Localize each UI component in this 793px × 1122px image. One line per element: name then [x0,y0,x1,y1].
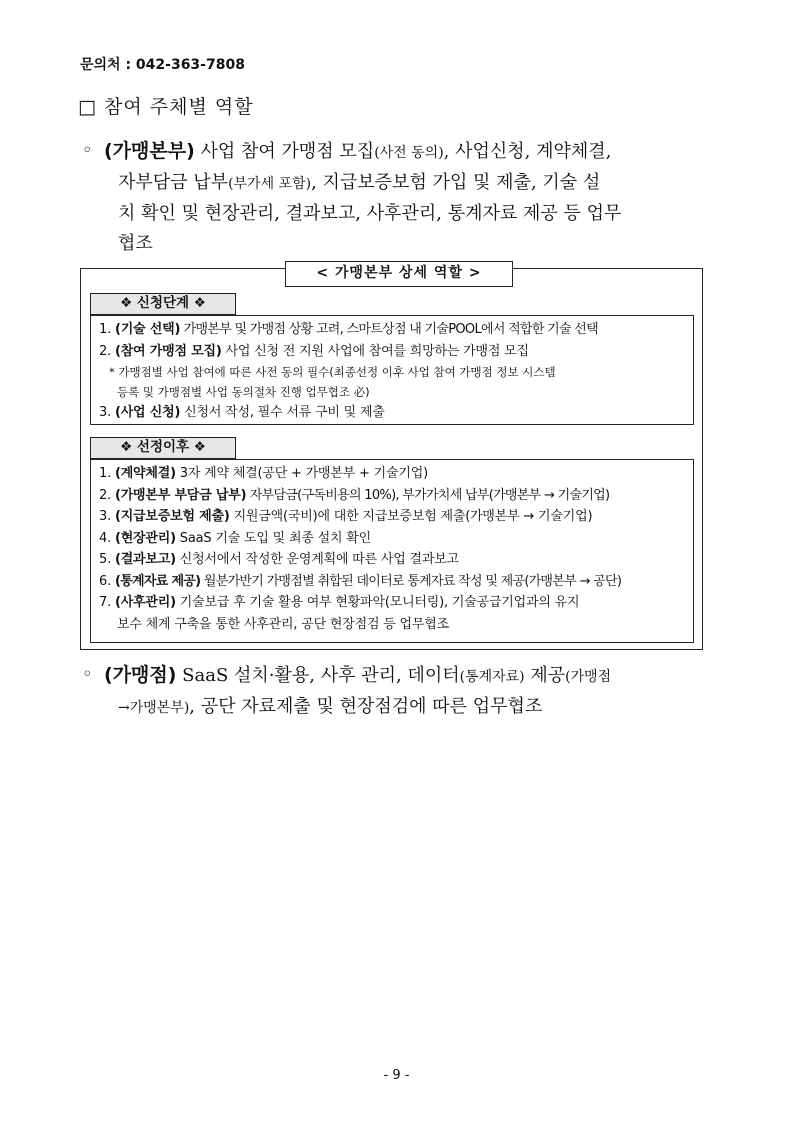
item-heading: (통계자료 제공) [114,573,201,589]
list-item-continuation: 보수 체계 구축을 통한 사후관리, 공단 현장점검 등 업무협조 [117,616,449,632]
para1-line4: 협조 [118,233,153,254]
bullet-icon: ◦ [82,140,93,161]
stage-application-box [90,315,694,425]
list-item [99,485,693,507]
para1-line2a: 자부담금 납부 [118,172,229,193]
franchisee-role-paragraph [82,660,744,723]
item-heading: (가맹본부 부담금 납부) [114,487,247,503]
item-number: 5. [99,552,112,567]
para1-line2b: , 지급보증보험 가입 및 제출, 기술 설 [311,172,601,193]
para2-text2: 제공 [524,665,566,686]
item-number: 6. [99,573,112,589]
para1-text1: 사업 참여 가맹점 모집 [194,141,375,162]
note-line1: * 가맹점별 사업 참여에 따른 사전 동의 필수(최종선정 이후 사업 참여 가맹점 정보 시스템 [109,365,556,379]
item-text: 월분가반기 가맹점별 취합된 데이터로 통계자료 작성 및 제공(가맹본부 → 공단) [200,573,622,589]
para1-line2 [104,168,724,199]
item-heading: (기술 선택) [114,322,181,337]
item-text: 신청서 작성, 필수 서류 구비 및 제출 [180,405,385,420]
item-number: 4. [99,530,112,546]
para2-line2 [104,692,744,723]
para2-small3: →가맹본부) [118,700,190,716]
item-heading: (참여 가맹점 모집) [114,343,222,359]
item-heading: (사후관리) [114,595,176,610]
section-title: □ 참여 주체별 역할 [78,96,254,118]
item-number: 1. [99,466,112,481]
list-item [99,341,693,363]
list-item [99,549,693,571]
para1-lead: (가맹본부) [104,140,195,162]
franchisor-role-paragraph [82,136,724,259]
list-item [99,571,693,593]
item-text: 사업 신청 전 지원 사업에 참여를 희망하는 가맹점 모집 [221,343,529,359]
item-heading: (지급보증보험 제출) [114,509,230,524]
bullet-icon: ◦ [82,664,93,685]
item-heading: (계약체결) [114,466,176,481]
item-number: 7. [99,595,112,610]
para2-line2-text: , 공단 자료제출 및 현장점검에 따른 업무협조 [189,696,543,717]
para2-line1 [104,660,744,692]
item-text: 신청서에서 작성한 운영계획에 따른 사업 결과보고 [175,552,459,567]
para1-small1: (사전 동의) [374,145,444,161]
list-item [99,463,693,485]
para2-small1: (통계자료) [459,669,525,685]
item-text: 기술보급 후 기술 활용 여부 현황파악(모니터링), 기술공급기업과의 유지 [175,595,580,610]
item-number: 2. [99,343,112,359]
item-text: SaaS 기술 도입 및 최종 설치 확인 [175,530,371,546]
para1-line1 [104,136,724,168]
item-text: 지원금액(국비)에 대한 지급보증보험 제출(가맹본부 → 기술기업) [229,509,593,524]
para2-lead: (가맹점) [104,664,177,686]
item-text: 자부담금(구독비용의 10%), 부가가치세 납부(가맹본부 → 기술기업) [246,487,610,503]
item-text: 가맹본부 및 가맹점 상황 고려, 스마트상점 내 기술POOL에서 적합한 기술 선택 [180,322,599,337]
item-number: 3. [99,405,112,420]
item-heading: (사업 신청) [114,405,181,420]
list-item [99,528,693,550]
note-line2: 등록 및 가맹점별 사업 동의절차 진행 업무협조 必) [117,385,370,399]
consent-note [99,362,693,402]
para1-line3: 치 확인 및 현장관리, 결과보고, 사후관리, 통계자료 제공 등 업무 [118,203,622,224]
item-heading: (현장관리) [114,530,176,546]
para2-small2: (가맹점 [565,669,612,685]
para1-text2: , 사업신청, 계약체결, [443,141,612,162]
para2-text1: SaaS 설치·활용, 사후 관리, 데이터 [176,665,460,686]
page-number: - 9 - [383,1068,410,1083]
stage-post-selection-tag: ❖ 선정이후 ❖ [90,437,236,459]
item-number: 1. [99,322,112,337]
stage-post-selection-box [90,459,694,643]
list-item [99,319,693,341]
stage-application-tag: ❖ 신청단계 ❖ [90,293,236,315]
item-number: 2. [99,487,112,503]
list-item [99,506,693,528]
item-text: 3자 계약 체결(공단 + 가맹본부 + 기술기업) [175,466,428,481]
list-item [99,592,693,614]
contact-info: 문의처 : 042-363-7808 [80,57,245,73]
item-number: 3. [99,509,112,524]
para1-small2: (부가세 포함) [228,176,312,192]
list-item [99,402,693,424]
franchisor-detail-box [80,265,703,650]
item-heading: (결과보고) [114,552,176,567]
detail-box-title: < 가맹본부 상세 역할 > [285,261,513,287]
